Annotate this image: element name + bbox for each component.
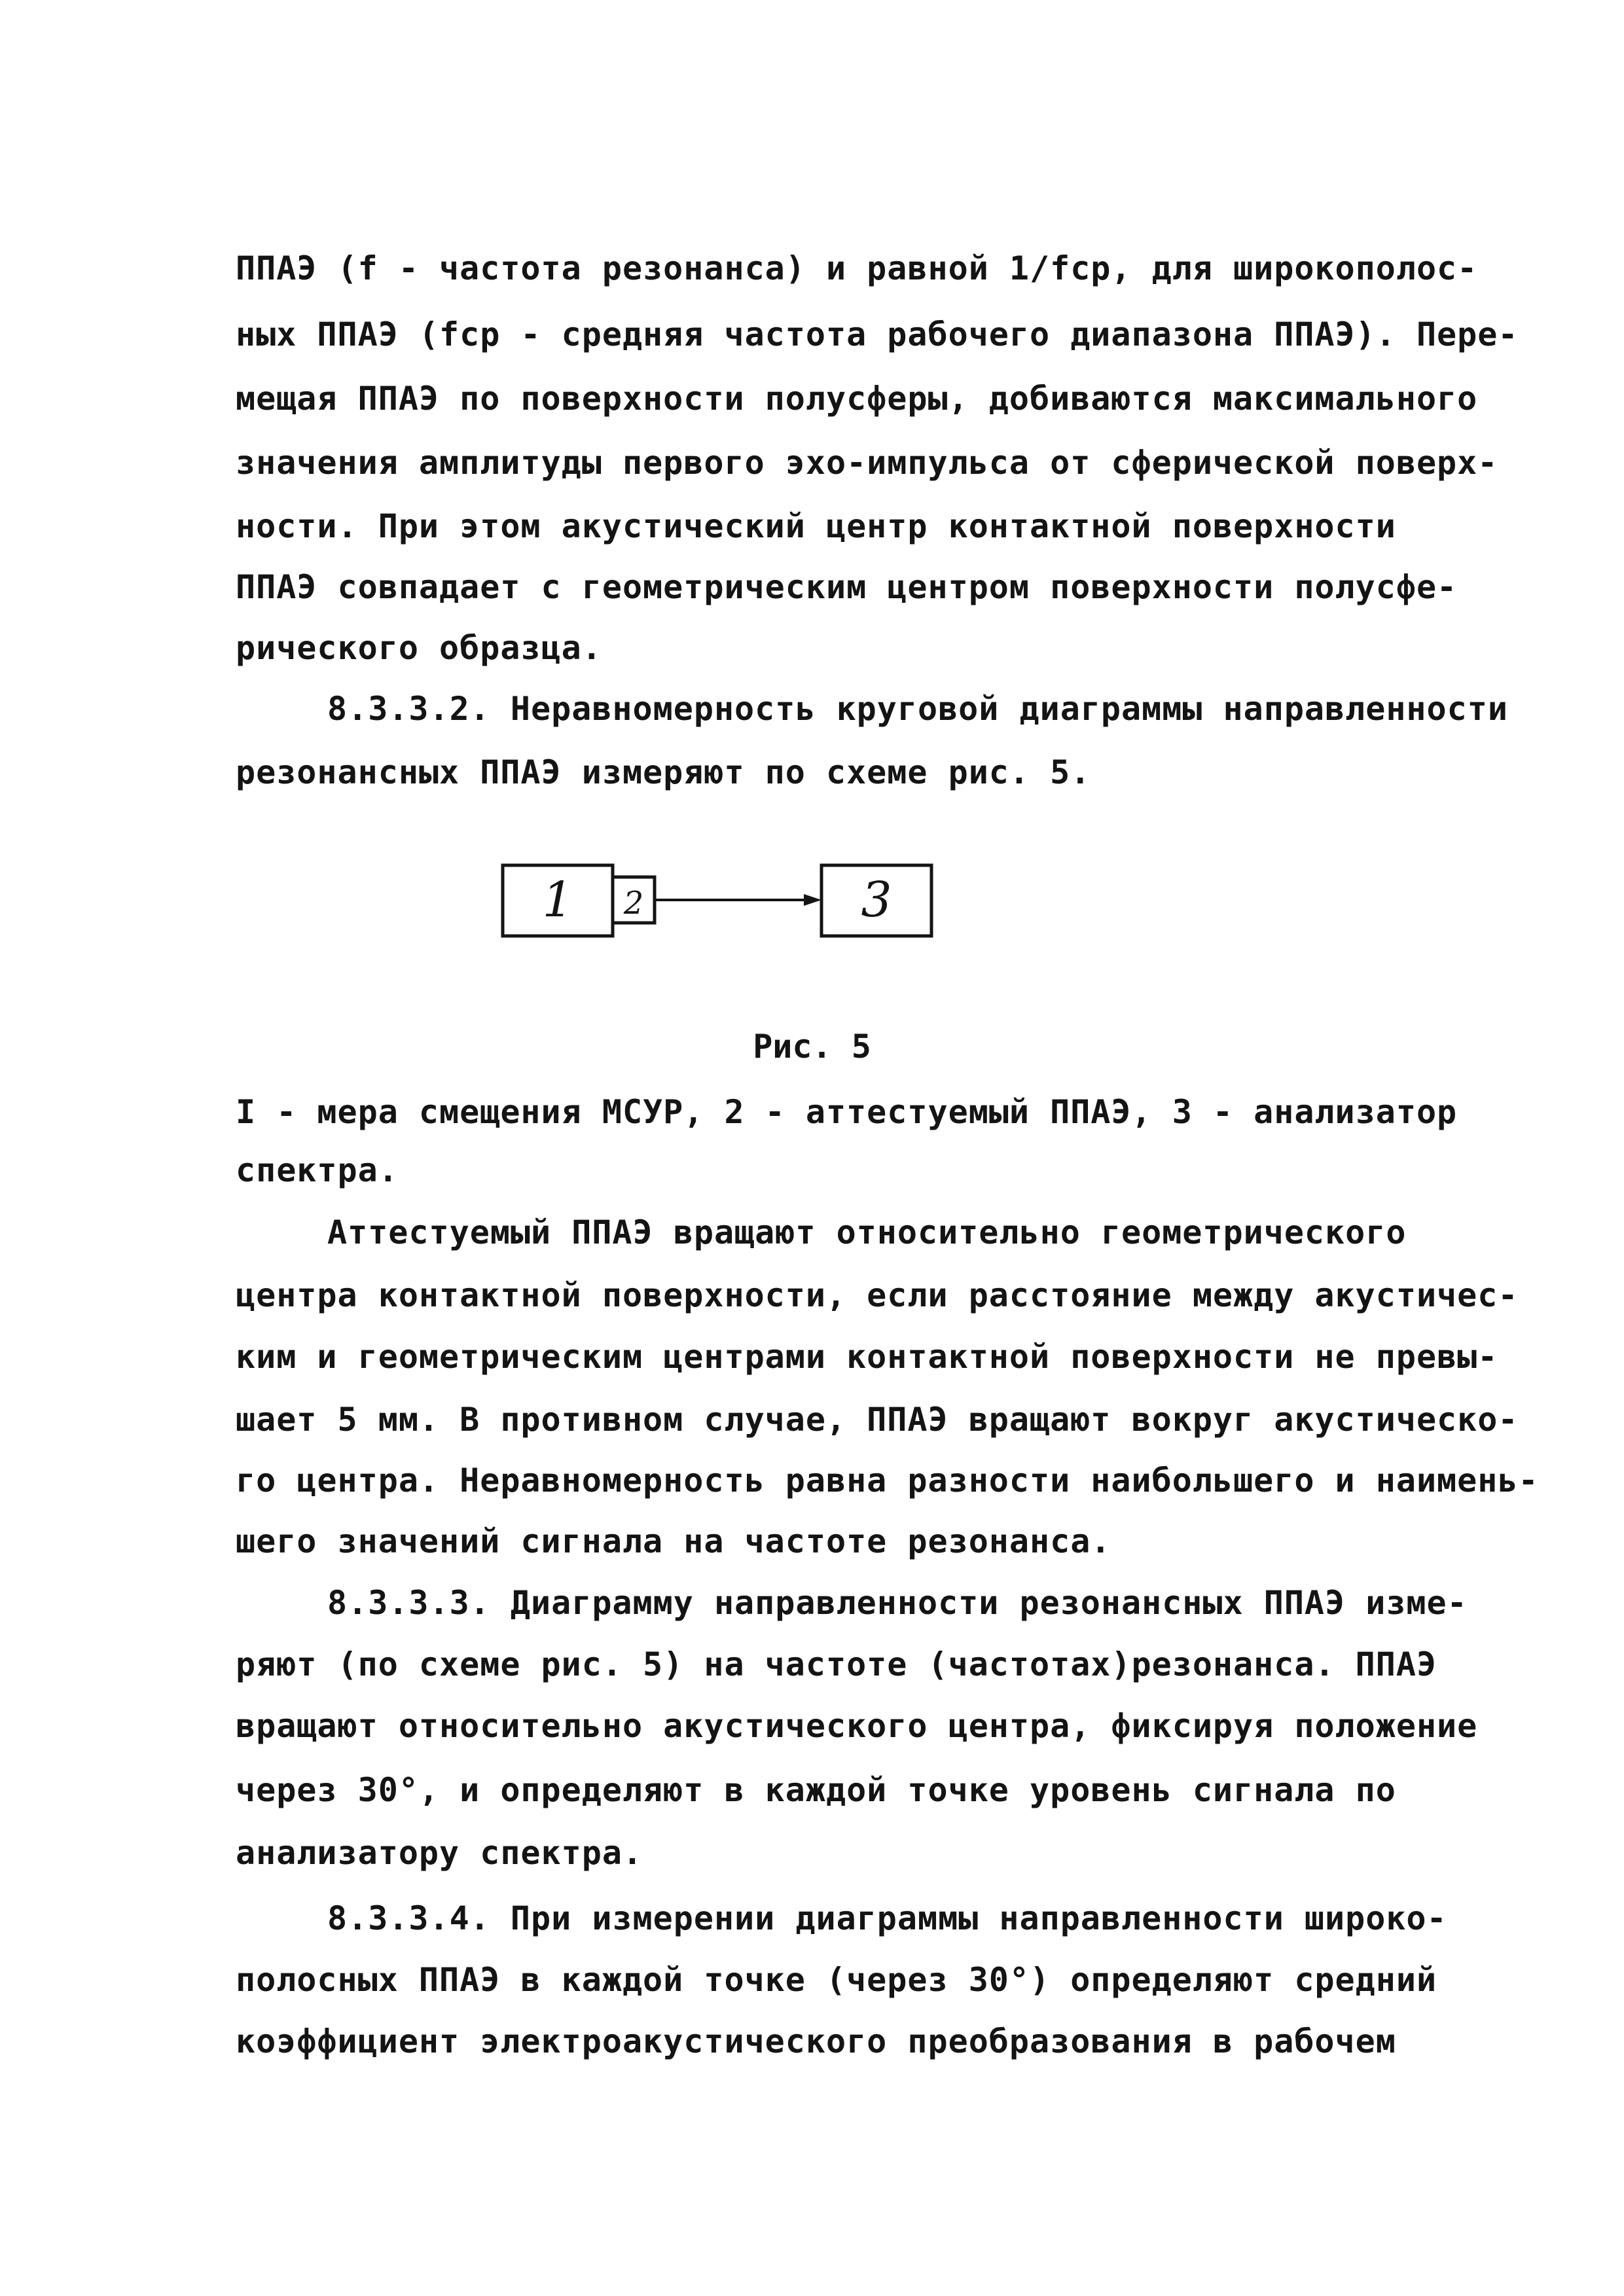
body-line-12: 8.3.3.4. При измерении диаграммы направленности широко-: [327, 1899, 1447, 1937]
body-line-9: вращают относительно акустического центра, фиксируя положение: [236, 1707, 1478, 1745]
body-line-14: коэффициент электроакустического преобразования в рабочем: [236, 2022, 1396, 2060]
text-line-9: резонансных ППАЭ измеряют по схеме рис. 5.: [236, 753, 1091, 791]
body-line-13: полосных ППАЭ в каждой точке (через 30°) определяют средний: [236, 1961, 1437, 1999]
text-line-8: 8.3.3.2. Неравномерность круговой диаграммы направленности: [327, 690, 1508, 728]
body-line-8: ряют (по схеме рис. 5) на частоте (частотах)резонанса. ППАЭ: [236, 1645, 1437, 1683]
block-1-label: 1: [542, 872, 573, 928]
text-line-1: ППАЭ (f - частота резонанса) и равной 1/fср, для широкополос-: [236, 249, 1478, 287]
text-line-6: ППАЭ совпадает с геометрическим центром поверхности полусфе-: [236, 568, 1458, 606]
legend-line-2: спектра.: [236, 1151, 399, 1189]
body-line-3: ким и геометрическим центрами контактной поверхности не превы-: [236, 1338, 1498, 1376]
body-line-11: анализатору спектра.: [236, 1834, 643, 1872]
body-line-1: Аттестуемый ППАЭ вращают относительно геометрического: [327, 1213, 1407, 1251]
block-2-label: 2: [623, 885, 644, 922]
text-line-4: значения амплитуды первого эхо-импульса от сферической поверх-: [236, 444, 1498, 482]
body-line-2: центра контактной поверхности, если расстояние между акустичес-: [236, 1276, 1519, 1314]
body-line-7: 8.3.3.3. Диаграмму направленности резонансных ППАЭ изме-: [327, 1584, 1468, 1622]
body-line-4: шает 5 мм. В противном случае, ППАЭ вращают вокруг акустическо-: [236, 1401, 1519, 1439]
body-line-6: шего значений сигнала на частоте резонанса.: [236, 1522, 1111, 1560]
arrow-head: [804, 894, 821, 906]
text-line-2: ных ППАЭ (fср - средняя частота рабочего диапазона ППАЭ). Пере-: [236, 315, 1519, 353]
block-3-label: 3: [861, 872, 892, 928]
text-line-3: мещая ППАЭ по поверхности полусферы, добиваются максимального: [236, 380, 1478, 418]
body-line-10: через 30°, и определяют в каждой точке уровень сигнала по: [236, 1771, 1396, 1809]
text-line-7: рического образца.: [236, 629, 602, 667]
figure-caption: Рис. 5: [753, 1028, 871, 1066]
text-line-5: ности. При этом акустический центр контактной поверхности: [236, 507, 1396, 545]
legend-line-1: I - мера смещения МСУР, 2 - аттестуемый ППАЭ, 3 - анализатор: [236, 1093, 1458, 1131]
body-line-5: го центра. Неравномерность равна разности наибольшего и наимень-: [236, 1462, 1539, 1499]
